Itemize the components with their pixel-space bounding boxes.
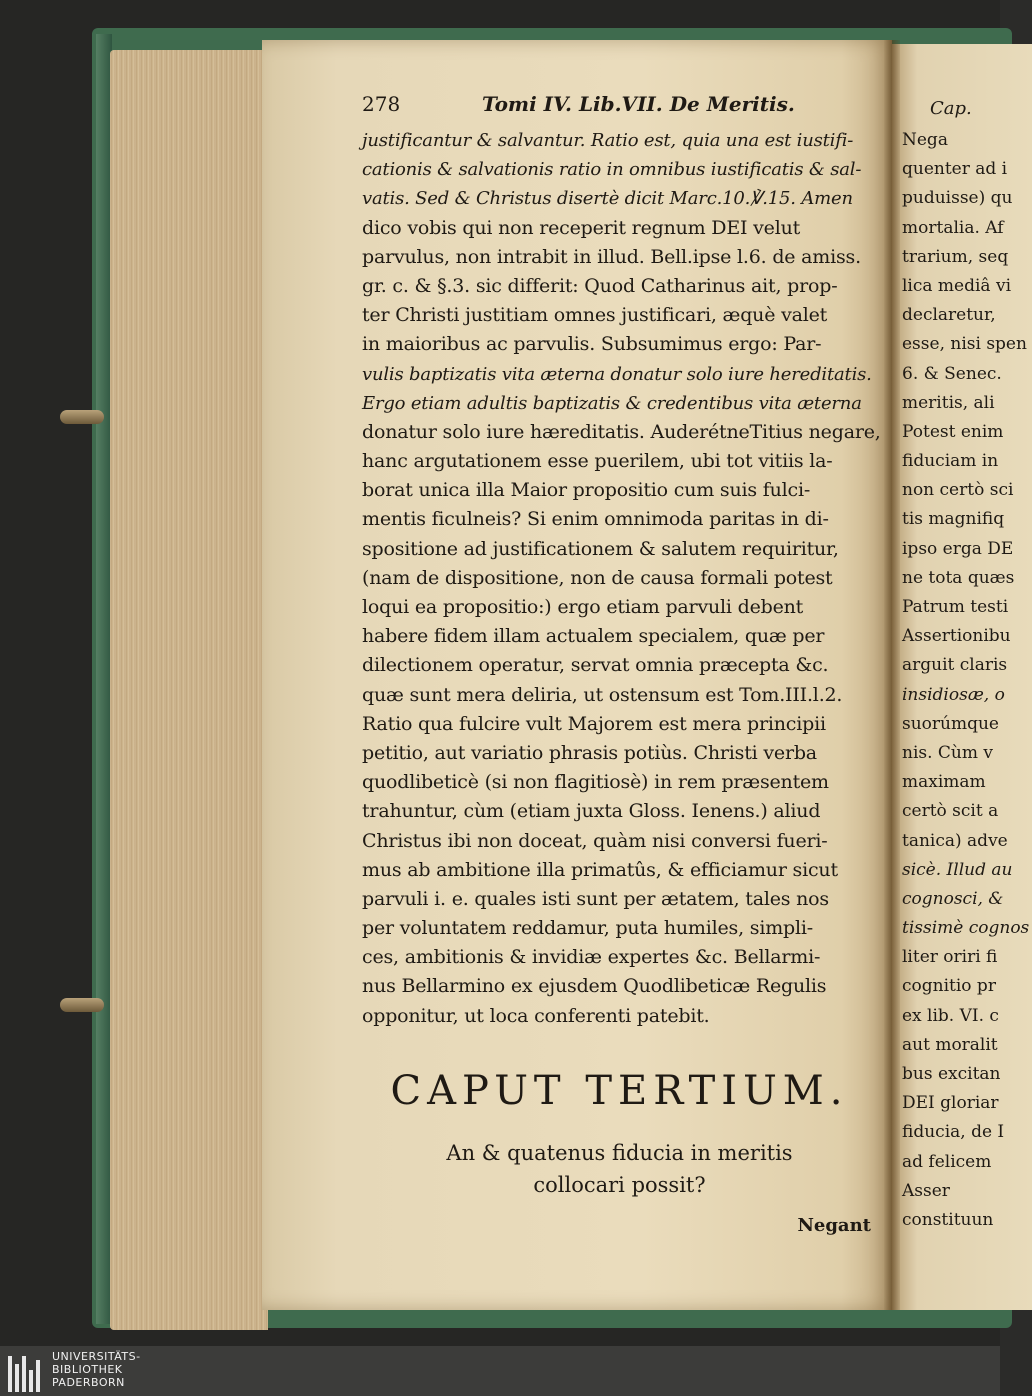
text-line: arguit claris: [902, 655, 1008, 676]
text-line: 6. & Senec.: [902, 363, 1002, 384]
running-head: [362, 92, 877, 126]
chapter-question-line: An & quatenus fiducia in meritis: [446, 1140, 793, 1165]
text-line: hanc argutationem esse puerilem, ubi tot vitiis la-: [362, 450, 833, 473]
text-line: Asser: [902, 1180, 950, 1201]
text-line: esse, nisi spen: [902, 334, 1027, 355]
library-logo-icon: [6, 1352, 44, 1392]
body-text: [362, 126, 881, 1031]
text-line: dico vobis qui non receperit regnum DEI velut: [362, 216, 801, 239]
text-line: DEI gloriar: [902, 1093, 999, 1114]
text-line: vatis. Sed & Christus disertè dicit Marc.10.℣.15. Amen: [362, 188, 853, 210]
clasp-icon: [60, 410, 104, 424]
text-line: Assertionibu: [902, 626, 1011, 647]
text-line: suorúmque: [902, 713, 999, 734]
text-line: certò scit a: [902, 801, 999, 822]
text-line: nus Bellarmino ex ejusdem Quodlibeticæ Regulis: [362, 975, 827, 998]
right-running-head: Cap.: [930, 98, 972, 119]
text-line: constituun: [902, 1209, 994, 1230]
text-line: non certò sci: [902, 480, 1014, 501]
text-line: opponitur, ut loca conferenti patebit.: [362, 1004, 710, 1027]
text-line: dilectionem operatur, servat omnia præcepta &c.: [362, 654, 829, 677]
text-line: quodlibeticè (si non flagitiosè) in rem præsentem: [362, 771, 829, 794]
text-line: donatur solo iure hæreditatis. AuderétneTitius negare,: [362, 420, 881, 443]
text-line: Nega: [902, 130, 948, 150]
library-name: [52, 1350, 141, 1389]
library-footer: [0, 1346, 1000, 1396]
text-line: mus ab ambitione illa primatûs, & efficiamur sicut: [362, 858, 838, 881]
text-line: Christus ibi non doceat, quàm nisi conversi fueri-: [362, 829, 828, 852]
text-line: in maioribus ac parvulis. Subsumimus ergo: Par-: [362, 333, 822, 356]
book-gutter: [884, 40, 900, 1310]
text-line: habere fidem illam actualem specialem, quæ per: [362, 625, 825, 648]
text-line: declaretur,: [902, 305, 996, 326]
text-line: mentis ficulneis? Si enim omnimoda paritas in di-: [362, 508, 829, 531]
text-line: mortalia. Af: [902, 217, 1004, 238]
text-line: tanica) adve: [902, 830, 1008, 851]
text-line: justificantur & salvantur. Ratio est, quia una est iustifi-: [362, 130, 854, 151]
text-line: ex lib. VI. c: [902, 1005, 999, 1026]
clasp-icon: [60, 998, 104, 1012]
text-line: maximam: [902, 772, 986, 793]
text-line: ipso erga DE: [902, 538, 1014, 559]
text-line: sicè. Illud au: [902, 859, 1013, 880]
text-line: ces, ambitionis & invidiæ expertes &c. Bellarmi-: [362, 946, 821, 969]
text-line: ad felicem: [902, 1151, 992, 1172]
text-line: loqui ea propositio:) ergo etiam parvuli debent: [362, 596, 804, 618]
text-line: trarium, seq: [902, 246, 1009, 267]
library-name-line: BIBLIOTHEK: [52, 1363, 123, 1376]
text-line: Potest enim: [902, 421, 1004, 442]
text-line: ne tota quæs: [902, 567, 1015, 588]
text-line: puduisse) qu: [902, 188, 1013, 209]
text-line: fiducia, de I: [902, 1122, 1005, 1143]
text-line: parvuli i. e. quales isti sunt per ætatem, tales nos: [362, 887, 829, 910]
text-line: borat unica illa Maior propositio cum suis fulci-: [362, 479, 811, 502]
right-page-text: [902, 92, 1030, 1235]
text-line: cationis & salvationis ratio in omnibus iustificatis & sal-: [362, 159, 862, 181]
text-line: Ratio qua fulcire vult Majorem est mera principii: [362, 712, 826, 735]
text-line: (nam de dispositione, non de causa formali potest: [362, 566, 833, 589]
text-line: gr. c. & §.3. sic differit: Quod Catharinus ait, prop-: [362, 274, 838, 297]
text-line: bus excitan: [902, 1064, 1001, 1084]
text-line: quenter ad i: [902, 159, 1008, 180]
text-line: vulis baptizatis vita æterna donatur solo iure hereditatis.: [362, 363, 872, 385]
text-line: cognosci, &: [902, 888, 1004, 909]
text-line: tissimè cognos: [902, 918, 1030, 939]
text-line: meritis, ali: [902, 392, 995, 413]
page-number: 278: [362, 92, 401, 116]
text-line: per voluntatem reddamur, puta humiles, simpli-: [362, 917, 813, 940]
text-line: Patrum testi: [902, 597, 1009, 617]
text-line: spositione ad justificationem & salutem requiritur,: [362, 537, 839, 560]
text-line: petitio, aut variatio phrasis potiùs. Christi verba: [362, 741, 817, 764]
library-name-line: UNIVERSITÄTS-: [52, 1350, 141, 1363]
text-line: nis. Cùm v: [902, 742, 994, 763]
text-line: liter oriri fi: [902, 947, 998, 968]
text-line: Ergo etiam adultis baptizatis & credentibus vita æterna: [362, 392, 862, 414]
library-name-line: PADERBORN: [52, 1376, 125, 1389]
text-line: aut moralit: [902, 1034, 998, 1055]
text-line: ter Christi justitiam omnes justificari, æquè valet: [362, 304, 828, 327]
chapter-question-line: collocari possit?: [533, 1172, 706, 1197]
text-line: insidiosæ, o: [902, 684, 1005, 705]
running-title: Tomi IV. Lib.VII. De Meritis.: [482, 92, 795, 116]
text-line: tis magnifiq: [902, 509, 1005, 530]
page-block-edges: [110, 50, 268, 1330]
left-page-text: [362, 92, 881, 1236]
text-line: quæ sunt mera deliria, ut ostensum est Tom.III.l.2.: [362, 683, 843, 706]
text-line: trahuntur, cùm (etiam juxta Gloss. Ienens.) aliud: [362, 800, 821, 823]
text-line: parvulus, non intrabit in illud. Bell.ipse l.6. de amiss.: [362, 245, 861, 268]
text-line: lica mediâ vi: [902, 275, 1012, 296]
text-line: fiduciam in: [902, 451, 999, 472]
catchword: Negant: [797, 1214, 871, 1236]
text-line: cognitio pr: [902, 976, 996, 997]
right-body-text: [902, 126, 1030, 1235]
chapter-heading: CAPUT TERTIUM.: [390, 1067, 849, 1114]
